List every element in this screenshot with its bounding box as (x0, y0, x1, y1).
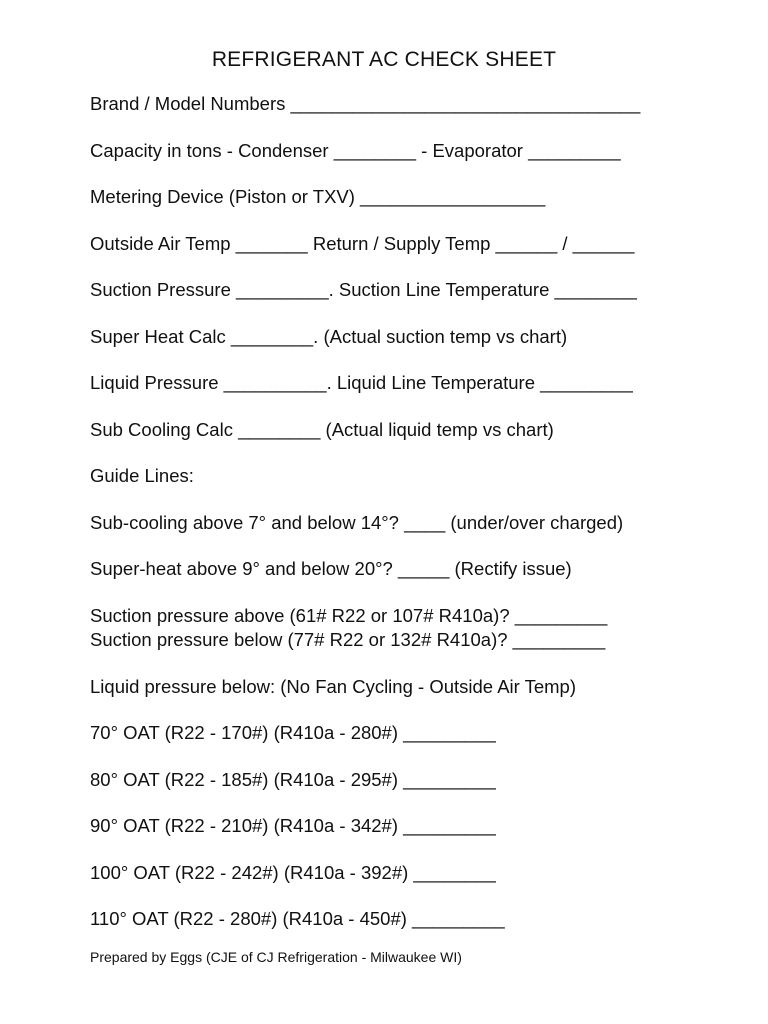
super-heat-guide-line: Super-heat above 9° and below 20°? _____ (Rectify issue) (90, 558, 572, 579)
oat-70-line: 70° OAT (R22 - 170#) (R410a - 280#) _________ (90, 722, 496, 743)
super-heat-calc-line: Super Heat Calc ________. (Actual suction temp vs chart) (90, 326, 568, 347)
sub-cooling-calc-line: Sub Cooling Calc ________ (Actual liquid temp vs chart) (90, 419, 554, 440)
suction-above-line: Suction pressure above (61# R22 or 107# R410a)? _________ (90, 605, 608, 626)
metering-device-line: Metering Device (Piston or TXV) __________________ (90, 186, 546, 207)
guide-lines-heading: Guide Lines: (90, 465, 194, 486)
oat-110-line: 110° OAT (R22 - 280#) (R410a - 450#) _________ (90, 908, 505, 929)
sub-cooling-guide-line: Sub-cooling above 7° and below 14°? ____ (under/over charged) (90, 512, 624, 533)
liquid-pressure-line: Liquid Pressure __________. Liquid Line Temperature _________ (90, 372, 633, 393)
oat-100-line: 100° OAT (R22 - 242#) (R410a - 392#) ________ (90, 862, 496, 883)
liquid-pressure-guide-line: Liquid pressure below: (No Fan Cycling - Outside Air Temp) (90, 676, 577, 697)
footer-credit: Prepared by Eggs (CJE of CJ Refrigeration - Milwaukee WI) (90, 949, 462, 965)
page-title: REFRIGERANT AC CHECK SHEET (211, 48, 557, 71)
capacity-line: Capacity in tons - Condenser ________ - Evaporator _________ (90, 140, 621, 161)
outside-air-temp-line: Outside Air Temp _______ Return / Supply Temp ______ / ______ (90, 233, 635, 254)
oat-80-line: 80° OAT (R22 - 185#) (R410a - 295#) _________ (90, 769, 496, 790)
brand-model-line: Brand / Model Numbers __________________________________ (90, 93, 641, 114)
suction-pressure-line: Suction Pressure _________. Suction Line Temperature ________ (90, 279, 637, 300)
oat-90-line: 90° OAT (R22 - 210#) (R410a - 342#) _________ (90, 815, 496, 836)
suction-below-line: Suction pressure below (77# R22 or 132# R410a)? _________ (90, 629, 606, 650)
